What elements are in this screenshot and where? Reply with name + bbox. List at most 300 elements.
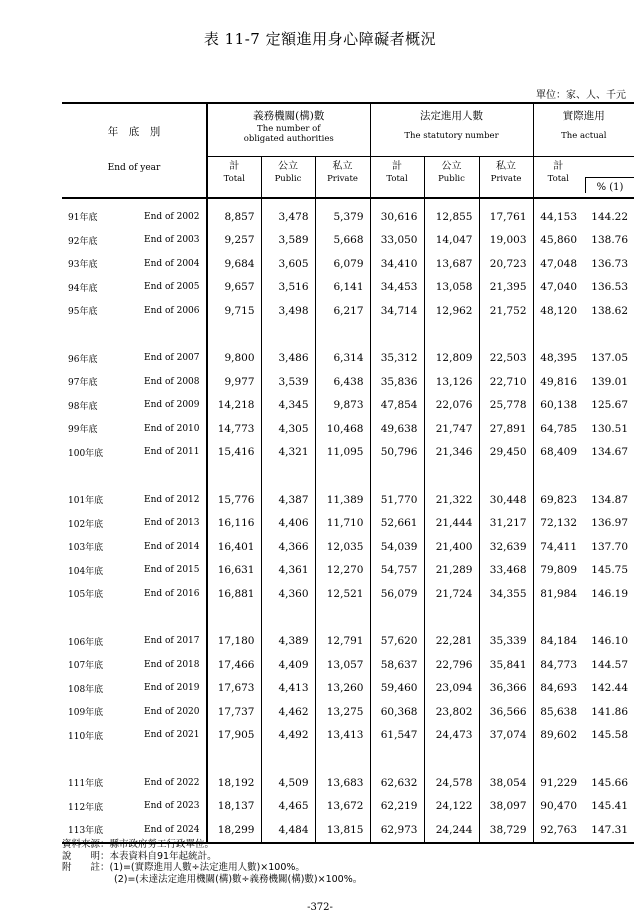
row-value: 22,796: [424, 653, 479, 677]
row-year-en: End of 2005: [144, 282, 200, 293]
row-value: 3,486: [261, 347, 315, 371]
row-year-zh: 107年底: [68, 661, 104, 672]
note-source-text: 縣市政府勞工行政單位。: [109, 839, 215, 850]
table-row: [62, 488, 634, 512]
row-year-en: End of 2019: [144, 683, 200, 694]
row-value: 16,881: [207, 582, 261, 606]
row-value: 13,413: [315, 724, 370, 748]
row-value: 3,516: [261, 276, 315, 300]
row-value: 16,401: [207, 535, 261, 559]
sub-private-2: [479, 157, 533, 199]
row-value: 4,465: [261, 795, 315, 819]
row-year-zh: 106年底: [68, 637, 104, 648]
statistics-table: [62, 102, 634, 844]
row-value: 134.87: [591, 493, 629, 506]
row-year-zh: 91年底: [68, 213, 98, 224]
row-value: 144.57: [591, 658, 629, 671]
row-value: 20,723: [479, 252, 533, 276]
row-value: 12,035: [315, 535, 370, 559]
table-row: [62, 771, 634, 795]
row-value: 21,395: [479, 276, 533, 300]
row-value: 23,802: [424, 700, 479, 724]
sub-total-3-en: Total: [547, 174, 569, 184]
table-row: [62, 653, 634, 677]
group-statutory-en: The statutory number: [404, 131, 499, 141]
row-value: 74,411: [533, 535, 583, 559]
row-year-zh: 94年底: [68, 283, 98, 294]
row-year-zh: 109年底: [68, 708, 104, 719]
group-obligated-header: [207, 103, 370, 157]
row-value: 90,470: [533, 795, 583, 819]
table-row: [62, 677, 634, 701]
sub-private-1-en: Private: [327, 174, 358, 184]
row-value: 19,003: [479, 229, 533, 253]
row-value: 38,097: [479, 795, 533, 819]
row-value: 57,620: [370, 630, 424, 654]
row-value: 35,836: [370, 370, 424, 394]
row-value: 17,761: [479, 205, 533, 229]
row-year-en: End of 2011: [144, 447, 200, 458]
row-value: 9,715: [207, 299, 261, 323]
row-value: 12,809: [424, 347, 479, 371]
row-value: 44,153: [533, 205, 583, 229]
sub-public-2-zh: 公立: [441, 161, 462, 172]
row-year-en: End of 2015: [144, 565, 200, 576]
row-value: 18,137: [207, 795, 261, 819]
row-value: 3,589: [261, 229, 315, 253]
sub-total-2-en: Total: [386, 174, 408, 184]
row-year-en: End of 2014: [144, 541, 200, 552]
row-value: 14,047: [424, 229, 479, 253]
row-value: 15,776: [207, 488, 261, 512]
sub-total-1-en: Total: [223, 174, 245, 184]
row-value: 35,339: [479, 630, 533, 654]
row-value: 64,785: [533, 417, 583, 441]
row-value: 13,275: [315, 700, 370, 724]
row-value: 33,468: [479, 559, 533, 583]
note-source-label: 資料來源：: [62, 839, 110, 850]
table-row: [62, 205, 634, 229]
row-value: 12,855: [424, 205, 479, 229]
spacer-row: [62, 198, 634, 205]
row-value: 36,566: [479, 700, 533, 724]
row-value: 13,815: [315, 818, 370, 843]
note-1-text: (1)=(實際進用人數÷法定進用人數)×100%。: [109, 862, 305, 873]
row-value: 10,468: [315, 417, 370, 441]
row-year-zh: 97年底: [68, 378, 98, 389]
row-value: 21,724: [424, 582, 479, 606]
table-row: [62, 299, 634, 323]
year-header-zh: 年 底 別: [107, 126, 161, 138]
row-value: 22,503: [479, 347, 533, 371]
row-year-en: End of 2003: [144, 235, 200, 246]
row-value: 4,345: [261, 394, 315, 418]
sub-private-1: [315, 157, 370, 199]
row-value: 79,809: [533, 559, 583, 583]
row-value: 22,076: [424, 394, 479, 418]
row-value: 21,444: [424, 512, 479, 536]
row-year-zh: 100年底: [68, 448, 104, 459]
row-value: 21,289: [424, 559, 479, 583]
sub-public-1-en: Public: [274, 174, 302, 184]
row-value: 89,602: [533, 724, 583, 748]
row-value: 29,450: [479, 441, 533, 465]
row-value: 4,321: [261, 441, 315, 465]
row-value: 54,039: [370, 535, 424, 559]
row-value: 47,854: [370, 394, 424, 418]
row-value: 48,395: [533, 347, 583, 371]
row-year-en: End of 2016: [144, 588, 200, 599]
row-value: 62,219: [370, 795, 424, 819]
row-year-zh: 113年底: [62, 818, 136, 843]
row-value: 84,773: [533, 653, 583, 677]
row-value: 9,977: [207, 370, 261, 394]
row-year-zh: 111年底: [68, 779, 104, 790]
row-value: 81,984: [533, 582, 583, 606]
row-value: 15,416: [207, 441, 261, 465]
row-value: 3,539: [261, 370, 315, 394]
row-value: 21,752: [479, 299, 533, 323]
row-value: 11,095: [315, 441, 370, 465]
table-row: [62, 724, 634, 748]
row-value: 52,661: [370, 512, 424, 536]
row-value: 4,492: [261, 724, 315, 748]
row-value: 17,180: [207, 630, 261, 654]
note-2: [62, 874, 362, 886]
group-actual-zh: 實際進用: [562, 110, 605, 122]
row-year-zh: 105年底: [68, 590, 104, 601]
note-explain-text: 本表資料自91年起統計。: [109, 850, 217, 862]
row-value: 6,079: [315, 252, 370, 276]
sub-pct-cell: [583, 157, 634, 199]
table-row: [62, 512, 634, 536]
row-value: 145.41: [591, 800, 629, 813]
row-value: 14,218: [207, 394, 261, 418]
row-year-zh: 101年底: [68, 496, 104, 507]
table-row: [62, 700, 634, 724]
spacer-row: [62, 464, 634, 488]
row-value: 130.51: [591, 422, 629, 435]
row-value: 17,905: [207, 724, 261, 748]
row-value: 85,638: [533, 700, 583, 724]
row-value: 11,710: [315, 512, 370, 536]
sub-public-1-zh: 公立: [278, 161, 298, 172]
row-value: 17,466: [207, 653, 261, 677]
row-year-en: End of 2020: [144, 706, 200, 717]
row-value: 21,322: [424, 488, 479, 512]
row-value: 136.53: [591, 281, 629, 294]
row-value: 13,672: [315, 795, 370, 819]
row-value: 38,054: [479, 771, 533, 795]
row-value: 23,094: [424, 677, 479, 701]
row-year-zh: 104年底: [68, 566, 104, 577]
row-value: 11,389: [315, 488, 370, 512]
row-value: 12,791: [315, 630, 370, 654]
row-year-en: End of 2017: [144, 636, 200, 647]
row-value: 34,453: [370, 276, 424, 300]
row-value: 35,312: [370, 347, 424, 371]
row-value: 30,448: [479, 488, 533, 512]
table-row: [62, 795, 634, 819]
row-value: 9,684: [207, 252, 261, 276]
row-value: 35,841: [479, 653, 533, 677]
row-value: 34,410: [370, 252, 424, 276]
spacer-row: [62, 747, 634, 771]
sub-total-2: [370, 157, 424, 199]
table-row: [62, 229, 634, 253]
row-year-zh: 96年底: [68, 354, 98, 365]
row-value: 24,473: [424, 724, 479, 748]
spacer-row: [62, 606, 634, 630]
row-value: 4,389: [261, 630, 315, 654]
row-value: 51,770: [370, 488, 424, 512]
row-value: 72,132: [533, 512, 583, 536]
row-value: 9,257: [207, 229, 261, 253]
unit-label: 單位：家、人、千元: [536, 90, 626, 101]
row-value: 13,057: [315, 653, 370, 677]
row-year-en: End of 2010: [144, 423, 200, 434]
note-explain-label: 說 明：: [62, 850, 110, 862]
row-value: 36,366: [479, 677, 533, 701]
row-value: 22,710: [479, 370, 533, 394]
row-value: 31,217: [479, 512, 533, 536]
row-value: 137.05: [591, 352, 629, 365]
table-row: [62, 559, 634, 583]
row-value: 3,478: [261, 205, 315, 229]
row-year-zh: 112年底: [68, 802, 104, 813]
row-year-en: End of 2018: [144, 659, 200, 670]
row-year-en: End of 2007: [144, 353, 200, 364]
row-value: 21,400: [424, 535, 479, 559]
note-explain: [62, 851, 362, 863]
row-value: 6,438: [315, 370, 370, 394]
page-title: 表 11-7 定額進用身心障礙者概況: [203, 30, 437, 48]
row-value: 92,763: [533, 818, 583, 843]
row-value: 33,050: [370, 229, 424, 253]
sub-total-2-zh: 計: [392, 161, 402, 172]
sub-pct: % (1): [585, 177, 634, 193]
sub-public-1: [261, 157, 315, 199]
row-value: 16,631: [207, 559, 261, 583]
row-year-zh: 108年底: [68, 684, 104, 695]
row-value: 145.66: [591, 776, 629, 789]
row-value: 17,673: [207, 677, 261, 701]
page-number: -372-: [307, 902, 333, 913]
notes-block: [62, 839, 362, 885]
row-value: 138.62: [591, 304, 629, 317]
row-year-en: End of 2002: [144, 211, 200, 222]
row-value: 22,281: [424, 630, 479, 654]
row-value: 61,547: [370, 724, 424, 748]
row-year-en: End of 2008: [144, 376, 200, 387]
sub-public-2-en: Public: [438, 174, 465, 184]
row-value: 27,891: [479, 417, 533, 441]
row-value: 58,637: [370, 653, 424, 677]
row-year-zh: 103年底: [68, 543, 104, 554]
row-value: 5,379: [315, 205, 370, 229]
sub-total-3-zh: 計: [553, 161, 564, 172]
row-value: 24,578: [424, 771, 479, 795]
table-body: [62, 198, 634, 843]
row-year-zh: 95年底: [68, 307, 98, 318]
sub-total-3: [533, 157, 583, 199]
spacer-row: [62, 323, 634, 347]
note-label: 附 註：: [62, 862, 110, 873]
row-year-en: End of 2022: [144, 777, 200, 788]
row-value: 12,962: [424, 299, 479, 323]
group-obligated-en2: obligated authorities: [243, 134, 334, 144]
row-value: 68,409: [533, 441, 583, 465]
table-row: [62, 394, 634, 418]
row-value: 145.75: [591, 564, 629, 577]
row-value: 60,368: [370, 700, 424, 724]
year-header: [62, 103, 207, 198]
row-value: 4,387: [261, 488, 315, 512]
row-value: 34,355: [479, 582, 533, 606]
row-value: 21,346: [424, 441, 479, 465]
sub-private-2-zh: 私立: [496, 161, 516, 172]
row-value: 142.44: [591, 682, 629, 695]
group-actual-header: [533, 103, 634, 157]
row-value: 47,048: [533, 252, 583, 276]
row-value: 6,314: [315, 347, 370, 371]
row-value: 49,816: [533, 370, 583, 394]
row-value: 139.01: [591, 375, 629, 388]
table-row: [62, 630, 634, 654]
row-year-zh: 99年底: [68, 425, 98, 436]
row-value: 14,773: [207, 417, 261, 441]
row-value: 9,800: [207, 347, 261, 371]
row-value: 146.19: [591, 587, 629, 600]
table-row: [62, 347, 634, 371]
row-year-zh: 102年底: [68, 519, 104, 530]
row-year-en: End of 2023: [144, 801, 200, 812]
group-obligated-zh: 義務機關(構)數: [253, 110, 325, 122]
row-value: 4,361: [261, 559, 315, 583]
row-value: 4,360: [261, 582, 315, 606]
row-value: 4,413: [261, 677, 315, 701]
sub-private-1-zh: 私立: [332, 161, 353, 172]
row-value: 54,757: [370, 559, 424, 583]
row-value: 34,714: [370, 299, 424, 323]
row-value: 136.73: [591, 257, 629, 270]
row-value: 45,860: [533, 229, 583, 253]
table-row: [62, 370, 634, 394]
row-year-en: End of 2012: [144, 494, 200, 505]
note-1: [62, 862, 362, 874]
row-value: 134.67: [591, 446, 629, 459]
table-row: [62, 252, 634, 276]
row-year-en: End of 2021: [144, 730, 200, 741]
row-value: 62,632: [370, 771, 424, 795]
row-value: 147.31: [583, 818, 634, 843]
sub-total-1-zh: 計: [229, 161, 240, 172]
row-year-zh: 98年底: [68, 401, 98, 412]
row-value: 25,778: [479, 394, 533, 418]
row-year-zh: 110年底: [68, 731, 104, 742]
row-value: 59,460: [370, 677, 424, 701]
row-value: 84,693: [533, 677, 583, 701]
group-obligated-en1: The number of: [257, 124, 321, 134]
row-year-zh: 92年底: [68, 236, 98, 247]
row-value: 13,126: [424, 370, 479, 394]
row-value: 6,217: [315, 299, 370, 323]
row-year-en: End of 2004: [144, 258, 200, 269]
year-header-en: End of year: [107, 163, 161, 173]
row-value: 3,605: [261, 252, 315, 276]
row-value: 4,409: [261, 653, 315, 677]
row-value: 3,498: [261, 299, 315, 323]
row-value: 145.58: [591, 729, 629, 742]
row-value: 50,796: [370, 441, 424, 465]
row-value: 4,305: [261, 417, 315, 441]
row-value: 69,823: [533, 488, 583, 512]
row-value: 56,079: [370, 582, 424, 606]
row-value: 4,462: [261, 700, 315, 724]
note-2-text: (2)=(未達法定進用機關(構)數÷義務機關(構)數)×100%。: [114, 873, 363, 885]
row-value: 8,857: [207, 205, 261, 229]
row-value: 18,299: [207, 818, 261, 843]
row-value: 138.76: [591, 234, 629, 247]
row-value: 24,244: [424, 818, 479, 843]
header-row-groups: [62, 103, 634, 157]
table-row: [62, 441, 634, 465]
row-year-zh: 93年底: [68, 260, 98, 271]
row-value: 141.86: [591, 705, 629, 718]
row-value: 30,616: [370, 205, 424, 229]
row-value: 125.67: [591, 399, 629, 412]
row-value: 13,683: [315, 771, 370, 795]
row-value: 62,973: [370, 818, 424, 843]
table-row: [62, 417, 634, 441]
row-value: 9,657: [207, 276, 261, 300]
row-value: 49,638: [370, 417, 424, 441]
row-value: 146.10: [591, 635, 629, 648]
group-actual-en: The actual: [561, 131, 607, 141]
row-value: 13,058: [424, 276, 479, 300]
row-value: 37,074: [479, 724, 533, 748]
row-year-en: End of 2006: [144, 305, 200, 316]
table-row: [62, 582, 634, 606]
group-statutory-zh: 法定進用人數: [420, 110, 483, 122]
sub-private-2-en: Private: [490, 174, 522, 184]
row-value: 84,184: [533, 630, 583, 654]
table-row: [62, 535, 634, 559]
row-value: 4,366: [261, 535, 315, 559]
row-value: 12,521: [315, 582, 370, 606]
row-year-en: End of 2024: [136, 818, 207, 843]
row-value: 48,120: [533, 299, 583, 323]
row-value: 13,260: [315, 677, 370, 701]
row-value: 21,747: [424, 417, 479, 441]
row-value: 6,141: [315, 276, 370, 300]
row-year-en: End of 2009: [144, 400, 200, 411]
row-value: 60,138: [533, 394, 583, 418]
row-value: 18,192: [207, 771, 261, 795]
row-value: 13,687: [424, 252, 479, 276]
note-source: [62, 839, 362, 851]
row-value: 4,484: [261, 818, 315, 843]
table-row: [62, 276, 634, 300]
group-statutory-header: [370, 103, 533, 157]
row-value: 9,873: [315, 394, 370, 418]
row-value: 5,668: [315, 229, 370, 253]
sub-public-2: [424, 157, 479, 199]
row-value: 32,639: [479, 535, 533, 559]
row-value: 137.70: [591, 540, 629, 553]
row-value: 136.97: [591, 517, 629, 530]
row-value: 38,729: [479, 818, 533, 843]
